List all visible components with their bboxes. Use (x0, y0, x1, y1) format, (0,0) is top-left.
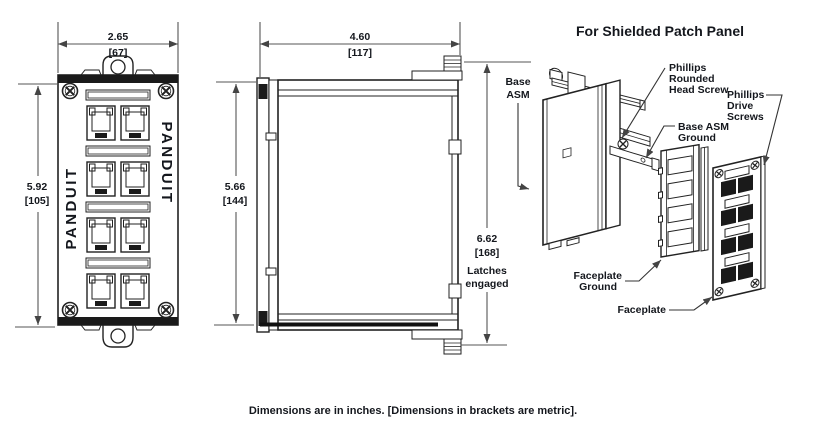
side-view (257, 56, 462, 354)
dim-front-width-mm: [67] (108, 47, 128, 59)
phillips-rounded-head-screw-icon (618, 139, 628, 149)
label-base-asm-line1: Base (505, 76, 531, 88)
dim-side-height-mm: [144] (222, 195, 248, 207)
label-base-asm-ground-line2: Ground (678, 132, 716, 144)
rj45-jack (87, 162, 115, 196)
rj45-jack (121, 218, 149, 252)
phillips-screw-icon (63, 303, 78, 318)
side-body (278, 80, 458, 330)
rj45-jack (87, 106, 115, 140)
phillips-screw-icon (159, 84, 174, 99)
dim-front-width-in: 2.65 (107, 31, 129, 43)
dim-latched-note-2: engaged (465, 278, 509, 290)
label-phillips-drive-line3: Screws (727, 111, 764, 123)
label-phillips-rounded-line3: Head Screw (669, 84, 729, 96)
brand-logo-right: PANDUIT (158, 121, 175, 205)
rail-hook-top (449, 140, 461, 154)
faceplate-ground-drawing (659, 145, 700, 258)
label-base-asm-ground-line1: Base ASM (678, 121, 729, 133)
exploded-view-title: For Shielded Patch Panel (575, 23, 745, 39)
rj45-jack (87, 274, 115, 308)
dim-latched-note-1: Latches (467, 265, 507, 277)
dim-latched-mm: [168] (474, 247, 500, 259)
front-panel-bottom-band (58, 317, 178, 325)
dim-latched-in: 6.62 (476, 233, 498, 245)
label-faceplate: Faceplate (617, 304, 666, 316)
side-faceplate-edge (257, 78, 269, 332)
phillips-screw-icon (159, 303, 174, 318)
rail-hook-bottom (449, 284, 461, 298)
dim-front-height-in: 5.92 (26, 181, 48, 193)
dim-side-width-in: 4.60 (349, 31, 371, 43)
dim-side-width-mm: [117] (348, 47, 372, 59)
label-base-asm-line2: ASM (506, 89, 530, 101)
base-asm-drawing (543, 80, 620, 252)
label-phillips-rounded-line1: Phillips (669, 62, 707, 74)
phillips-screw-icon (63, 84, 78, 99)
front-panel-top-band (58, 75, 178, 83)
label-faceplate-ground-line2: Ground (579, 281, 617, 293)
dim-front-height-mm: [105] (24, 195, 50, 207)
faceplate-ground-rail-drawing (701, 147, 708, 251)
faceplate-drawing (713, 156, 765, 300)
label-phillips-drive-line1: Phillips (727, 89, 765, 101)
rj45-jack (121, 274, 149, 308)
label-phillips-drive-line2: Drive (727, 100, 754, 112)
dim-side-height-in: 5.66 (224, 181, 246, 193)
rj45-jack (121, 162, 149, 196)
front-view (58, 56, 178, 347)
rj45-jack (121, 106, 149, 140)
label-phillips-rounded-line2: Rounded (669, 73, 715, 85)
rj45-jack (87, 218, 115, 252)
label-faceplate-ground-line1: Faceplate (573, 270, 622, 282)
footer-note: Dimensions are in inches. [Dimensions in brackets are metric]. (248, 405, 578, 417)
brand-logo-left: PANDUIT (63, 166, 80, 250)
